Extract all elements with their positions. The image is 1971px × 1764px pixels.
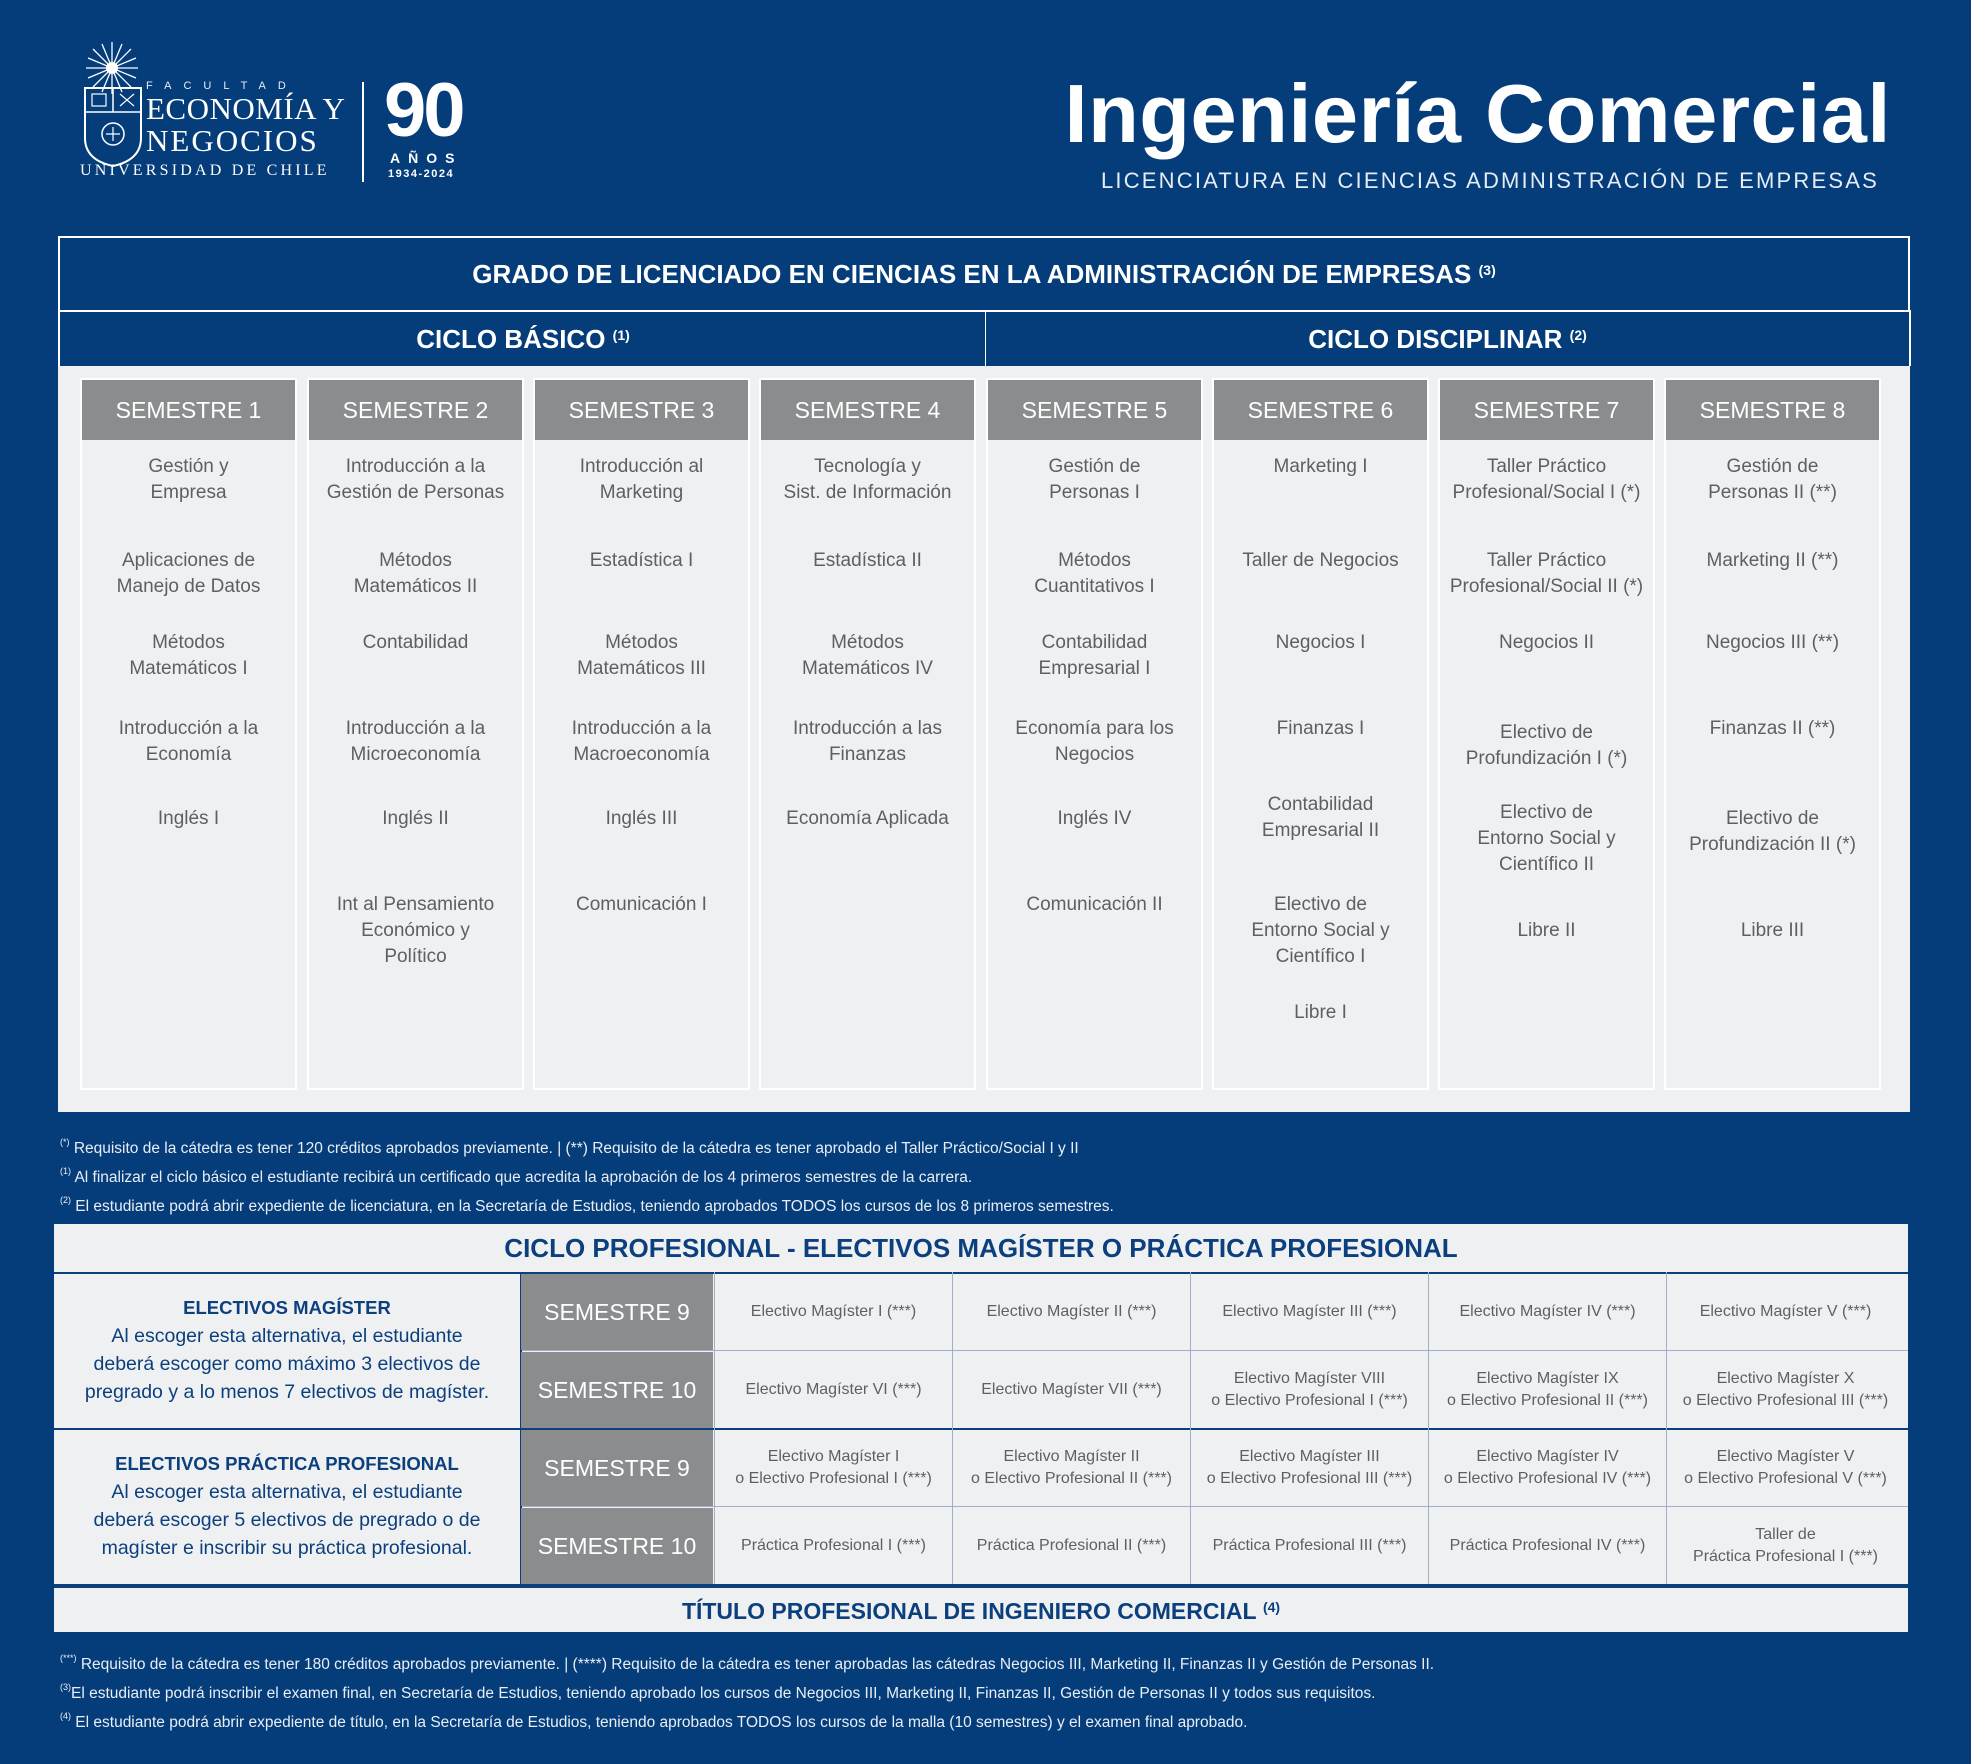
semester-header: SEMESTRE 1 xyxy=(82,380,295,440)
ciclo-basico-note: (1) xyxy=(612,327,630,343)
course-item: Finanzas I xyxy=(1276,718,1365,739)
elective-group-title: ELECTIVOS MAGÍSTER xyxy=(183,1297,391,1318)
semester-header: SEMESTRE 2 xyxy=(309,380,522,440)
titulo-profesional xyxy=(54,1586,1908,1634)
elective-cell: Electivo Magíster VIII o Electivo Profesional I (***) xyxy=(1211,1370,1408,1409)
course-item: Estadística II xyxy=(813,550,922,571)
logo-divider xyxy=(362,82,364,182)
course-item: Estadística I xyxy=(589,550,694,571)
semester-header: SEMESTRE 8 xyxy=(1666,380,1879,440)
course-item: Métodos Matemáticos III xyxy=(577,632,706,679)
titulo-note: (4) xyxy=(1262,1599,1281,1615)
course-item: Introducción a la Gestión de Personas xyxy=(326,456,505,503)
university-shield-icon xyxy=(82,82,144,168)
course-item: Tecnología y Sist. de Información xyxy=(783,456,952,503)
course-item: Inglés IV xyxy=(1057,808,1132,829)
elective-cell: Electivo Magíster VI (***) xyxy=(745,1381,922,1398)
semester-column xyxy=(986,378,1203,1090)
elective-group-description xyxy=(54,1450,520,1562)
footnote-text: El estudiante podrá abrir expediente de licenciatura, en la Secretaría de Estudios, teniendo aprobados TODOS los cursos de los 8 primeros semestres. xyxy=(71,1198,1114,1216)
course-item: Int al Pensamiento Económico y Político xyxy=(336,894,495,967)
semester-label: SEMESTRE 9 xyxy=(521,1274,713,1350)
footnote-mark: (3) xyxy=(60,1682,71,1693)
anniversary-years: 1934-2024 xyxy=(388,168,455,180)
course-item: Economía Aplicada xyxy=(786,808,949,829)
course-item: Electivo de Profundización II (*) xyxy=(1689,808,1856,855)
elective-cell: Electivo Magíster II o Electivo Profesional II (***) xyxy=(971,1448,1172,1487)
elective-cell: Práctica Profesional I (***) xyxy=(741,1537,926,1554)
licenciatura-panel xyxy=(58,236,1910,1112)
elective-cell: Electivo Magíster X o Electivo Profesional III (***) xyxy=(1682,1370,1889,1409)
footnote-row xyxy=(60,1190,1114,1219)
footnote-text: Al finalizar el ciclo básico el estudiante recibirá un certificado que acredita la aprobación de los 4 primeros semestres de la carrera. xyxy=(74,1169,973,1187)
ciclo-disciplinar-header xyxy=(985,310,1911,366)
semester-column xyxy=(533,378,750,1090)
elective-cell: Práctica Profesional IV (***) xyxy=(1449,1537,1646,1554)
semester-column xyxy=(80,378,297,1090)
course-item: Introducción a la Microeconomía xyxy=(345,718,486,765)
licenciatura-heading-text: GRADO DE LICENCIADO EN CIENCIAS EN LA ADMINISTRACIÓN DE EMPRESAS xyxy=(472,258,1472,289)
elective-cell: Electivo Magíster IV o Electivo Profesional IV (***) xyxy=(1443,1448,1652,1487)
course-item: Finanzas II (**) xyxy=(1709,718,1836,739)
footnote-mark: (4) xyxy=(60,1711,71,1722)
profesional-heading: CICLO PROFESIONAL - ELECTIVOS MAGÍSTER O PRÁCTICA PROFESIONAL xyxy=(504,1232,1458,1263)
grid-line xyxy=(521,1350,1908,1351)
elective-cell: Electivo Magíster V o Electivo Profesional V (***) xyxy=(1684,1448,1887,1487)
semester-header: SEMESTRE 3 xyxy=(535,380,748,440)
elective-cell: Práctica Profesional II (***) xyxy=(976,1537,1167,1554)
course-item: Métodos Matemáticos IV xyxy=(802,632,933,679)
elective-cell: Taller de Práctica Profesional I (***) xyxy=(1693,1526,1878,1565)
semester-column xyxy=(1664,378,1881,1090)
logo-line1: ECONOMÍA Y xyxy=(146,91,346,126)
course-item: Electivo de Entorno Social y Científico I xyxy=(1251,894,1390,967)
elective-group-text: Al escoger esta alternativa, el estudiante deberá escoger como máximo 3 electivos de pregrado y a lo menos 7 electivos de magíster. xyxy=(84,1325,490,1403)
semester-column xyxy=(1438,378,1655,1090)
course-item: Marketing II (**) xyxy=(1706,550,1839,571)
footnote-mark: (***) xyxy=(60,1653,77,1663)
ciclo-basico-label: CICLO BÁSICO xyxy=(416,323,606,354)
course-item: Contabilidad xyxy=(362,632,469,653)
elective-group-text: Al escoger esta alternativa, el estudiante deberá escoger 5 electivos de pregrado o de magíster e inscribir su práctica profesional. xyxy=(93,1481,481,1559)
logo-university: UNIVERSIDAD DE CHILE xyxy=(80,162,330,179)
footnotes-licenciatura xyxy=(60,1132,1114,1219)
course-item: Métodos Cuantitativos I xyxy=(1034,550,1155,597)
elective-cell: Electivo Magíster III (***) xyxy=(1222,1303,1397,1320)
elective-cell: Electivo Magíster VII (***) xyxy=(981,1381,1162,1398)
elective-cell: Electivo Magíster III o Electivo Profesional III (***) xyxy=(1206,1448,1413,1487)
course-item: Métodos Matemáticos II xyxy=(353,550,478,597)
course-item: Electivo de Entorno Social y Científico II xyxy=(1477,802,1616,875)
course-item: Libre III xyxy=(1740,920,1805,941)
ciclo-basico-header xyxy=(58,310,987,366)
course-item: Negocios I xyxy=(1275,632,1366,653)
course-item: Contabilidad Empresarial II xyxy=(1261,794,1380,841)
ciclo-disciplinar-label: CICLO DISCIPLINAR xyxy=(1308,323,1563,354)
logo-facultad: FACULTAD xyxy=(146,80,298,92)
footnote-mark: (2) xyxy=(60,1195,71,1206)
elective-cell: Práctica Profesional III (***) xyxy=(1212,1537,1407,1554)
titulo-text: TÍTULO PROFESIONAL DE INGENIERO COMERCIAL xyxy=(681,1597,1257,1624)
course-item: Inglés II xyxy=(382,808,449,829)
elective-group-description xyxy=(54,1294,520,1406)
semester-column xyxy=(307,378,524,1090)
footnote-row xyxy=(60,1161,1114,1190)
footnote-text: Requisito de la cátedra es tener 120 créditos aprobados previamente. | (**) Requisito de la cátedra es tener aprobado el Taller Práctico/Social I y II xyxy=(73,1140,1079,1158)
footnote-text: Requisito de la cátedra es tener 180 créditos aprobados previamente. | (****) Requisito de la cátedra es tener aprobadas las cátedras Negocios III, Marketing II, Finanzas II y Gestión de Personas II. xyxy=(80,1656,1435,1674)
course-item: Taller Práctico Profesional/Social II (*) xyxy=(1449,550,1644,597)
semester-header: SEMESTRE 4 xyxy=(761,380,974,440)
semester-header: SEMESTRE 5 xyxy=(988,380,1201,440)
course-item: Introducción a las Finanzas xyxy=(793,718,942,765)
ciclo-disciplinar-note: (2) xyxy=(1569,327,1587,343)
course-item: Gestión de Personas II (**) xyxy=(1708,456,1837,503)
anniversary-word: AÑOS xyxy=(390,150,463,166)
course-item: Gestión y Empresa xyxy=(148,456,229,503)
course-item: Introducción al Marketing xyxy=(579,456,704,503)
semester-column xyxy=(1212,378,1429,1090)
course-item: Aplicaciones de Manejo de Datos xyxy=(116,550,261,597)
footnotes-profesional xyxy=(60,1648,1434,1735)
footnote-text: El estudiante podrá abrir expediente de título, en la Secretaría de Estudios, teniendo aprobados TODOS los cursos de la malla (10 semestres) y el examen final aprobado. xyxy=(71,1714,1248,1732)
footnote-text: El estudiante podrá inscribir el examen final, en Secretaría de Estudios, teniendo aprobado los cursos de Negocios III, Marketing II, Finanzas II, Gestión de Personas II y todos sus requisitos. xyxy=(71,1685,1376,1703)
elective-group-title: ELECTIVOS PRÁCTICA PROFESIONAL xyxy=(115,1453,459,1474)
course-item: Libre II xyxy=(1517,920,1576,941)
course-item: Economía para los Negocios xyxy=(1015,718,1174,765)
page-title: Ingeniería Comercial xyxy=(1064,67,1891,160)
semester-label: SEMESTRE 10 xyxy=(521,1508,713,1584)
course-item: Taller de Negocios xyxy=(1242,550,1399,571)
grid-line xyxy=(521,1506,1908,1507)
course-item: Libre I xyxy=(1294,1002,1347,1023)
elective-cell: Electivo Magíster I (***) xyxy=(750,1303,917,1320)
elective-cell: Electivo Magíster V (***) xyxy=(1699,1303,1872,1320)
semester-header: SEMESTRE 6 xyxy=(1214,380,1427,440)
logo-line2: NEGOCIOS xyxy=(146,123,319,158)
footnote-mark: (*) xyxy=(60,1137,70,1147)
course-item: Electivo de Profundización I (*) xyxy=(1465,722,1628,769)
semester-header: SEMESTRE 7 xyxy=(1440,380,1653,440)
course-item: Métodos Matemáticos I xyxy=(129,632,248,679)
elective-cell: Electivo Magíster IV (***) xyxy=(1459,1303,1636,1320)
elective-cell: Electivo Magíster IX o Electivo Profesional II (***) xyxy=(1447,1370,1648,1409)
course-item: Marketing I xyxy=(1273,456,1368,477)
footnote-row xyxy=(60,1648,1434,1677)
course-item: Inglés I xyxy=(157,808,220,829)
footnote-row xyxy=(60,1677,1434,1706)
semester-label: SEMESTRE 9 xyxy=(521,1430,713,1506)
footnote-row xyxy=(60,1706,1434,1735)
course-item: Comunicación II xyxy=(1026,894,1163,915)
course-item: Introducción a la Macroeconomía xyxy=(571,718,712,765)
profesional-panel xyxy=(54,1224,1908,1632)
course-item: Gestión de Personas I xyxy=(1048,456,1141,503)
course-item: Comunicación I xyxy=(576,894,707,915)
licenciatura-heading-note: (3) xyxy=(1478,262,1496,278)
footnote-mark: (1) xyxy=(60,1166,71,1177)
course-item: Inglés III xyxy=(605,808,678,829)
elective-cell: Electivo Magíster II (***) xyxy=(986,1303,1157,1320)
faculty-logo xyxy=(80,40,490,190)
course-item: Introducción a la Economía xyxy=(118,718,259,765)
licenciatura-heading xyxy=(58,236,1910,310)
semester-label: SEMESTRE 10 xyxy=(521,1352,713,1428)
course-item: Negocios III (**) xyxy=(1705,632,1840,653)
elective-cell: Electivo Magíster I o Electivo Profesional I (***) xyxy=(735,1448,932,1487)
semester-column xyxy=(759,378,976,1090)
course-item: Taller Práctico Profesional/Social I (*) xyxy=(1452,456,1641,503)
course-item: Negocios II xyxy=(1498,632,1595,653)
course-item: Contabilidad Empresarial I xyxy=(1038,632,1151,679)
footnote-row xyxy=(60,1132,1114,1161)
anniversary-number: 90 xyxy=(384,68,463,153)
page-subtitle: LICENCIATURA EN CIENCIAS ADMINISTRACIÓN DE EMPRESAS xyxy=(1100,168,1879,193)
